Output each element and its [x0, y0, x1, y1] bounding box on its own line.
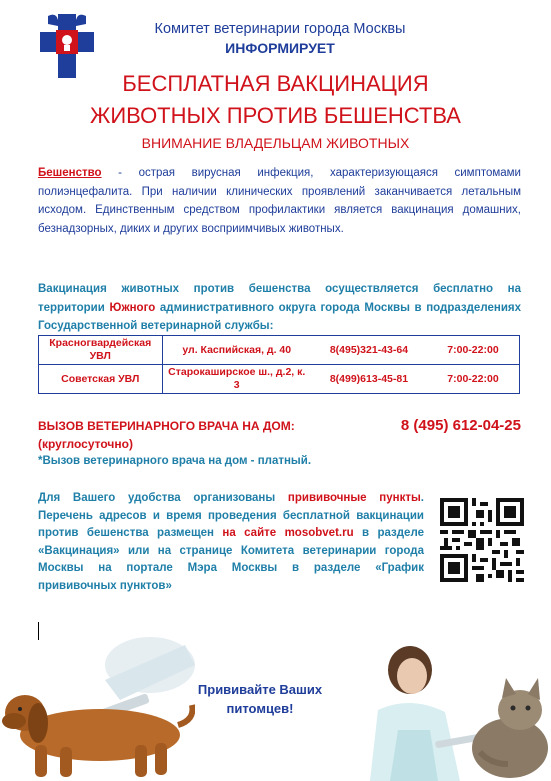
website-link[interactable]: на сайте mosobvet.ru [222, 527, 354, 539]
table-row [39, 336, 520, 365]
clinic-name: Красногвардейская УВЛ [39, 336, 163, 365]
paid-visit-note: *Вызов ветеринарного врача на дом - платный. [38, 455, 312, 467]
clinic-hours: 7:00-22:00 [427, 336, 520, 365]
points-text-1: Для Вашего удобства организованы [38, 492, 288, 504]
title-line-2: ЖИВОТНЫХ ПРОТИВ БЕШЕНСТВА [90, 103, 461, 128]
district-name: Южного [109, 301, 156, 314]
vaccination-text-1: Вакцинация животных против бешенства осуществляется бесплатно на территории [38, 283, 521, 314]
slogan [196, 680, 324, 718]
home-visit-phone[interactable]: 8 (495) 612-04-25 [400, 417, 521, 434]
clinic-name: Советская УВЛ [39, 365, 163, 394]
vaccination-points-info [38, 490, 424, 595]
points-text-2: . Перечень адресов и время проведения бесплатной вакцинации против бешенства размещен [38, 492, 424, 539]
vet-with-cat-photo-icon [350, 640, 551, 781]
clinic-phone: 8(499)613-45-81 [311, 365, 427, 394]
points-highlight-1: прививочные пункты [287, 492, 421, 504]
qr-code-icon[interactable] [440, 498, 524, 582]
vaccination-info [38, 280, 521, 336]
vaccination-text-2: административного округа города Москвы в подразделениях Государственной ветеринарной службы: [38, 301, 521, 332]
rabies-term: Бешенство [38, 167, 102, 179]
organization-name [118, 20, 442, 58]
clinic-address: Старокаширское ш., д.2, к. 3 [162, 365, 311, 394]
slogan-line-2: питомцев! [226, 701, 294, 716]
org-line-2: ИНФОРМИРУЕТ [225, 40, 335, 56]
home-visit-label: ВЫЗОВ ВЕТЕРИНАРНОГО ВРАЧА НА ДОМ: [38, 419, 295, 433]
home-visit-call [38, 417, 521, 453]
table-row [39, 365, 520, 394]
clinic-address: ул. Каспийская, д. 40 [162, 336, 311, 365]
clinic-hours: 7:00-22:00 [427, 365, 520, 394]
dog-vaccination-photo-icon [0, 625, 195, 781]
subtitle: ВНИМАНИЕ ВЛАДЕЛЬЦАМ ЖИВОТНЫХ [141, 135, 410, 151]
rabies-definition-text: - острая вирусная инфекция, характеризующаяся симптомами полиэнцефалита. При наличии клинических проявлений заканчивается летальным исходом. Единственным средством профилактики является вакцинация домашних, безнадзорных, диких и других восприимчивых животных. [38, 167, 521, 235]
points-text-3: в разделе «Вакцинация» или на странице Комитета ветеринарии города Москвы на портале Мэра Москвы в разделе «График прививочных пунктов» [38, 527, 425, 592]
clinic-phone: 8(495)321-43-64 [311, 336, 427, 365]
home-visit-hours: (круглосуточно) [38, 437, 133, 451]
rabies-definition [38, 164, 521, 238]
org-line-1: Комитет ветеринарии города Москвы [154, 21, 406, 37]
slogan-line-1: Прививайте Ваших [197, 682, 323, 697]
title-line-1: БЕСПЛАТНАЯ ВАКЦИНАЦИЯ [122, 71, 429, 96]
clinics-table [38, 335, 520, 394]
